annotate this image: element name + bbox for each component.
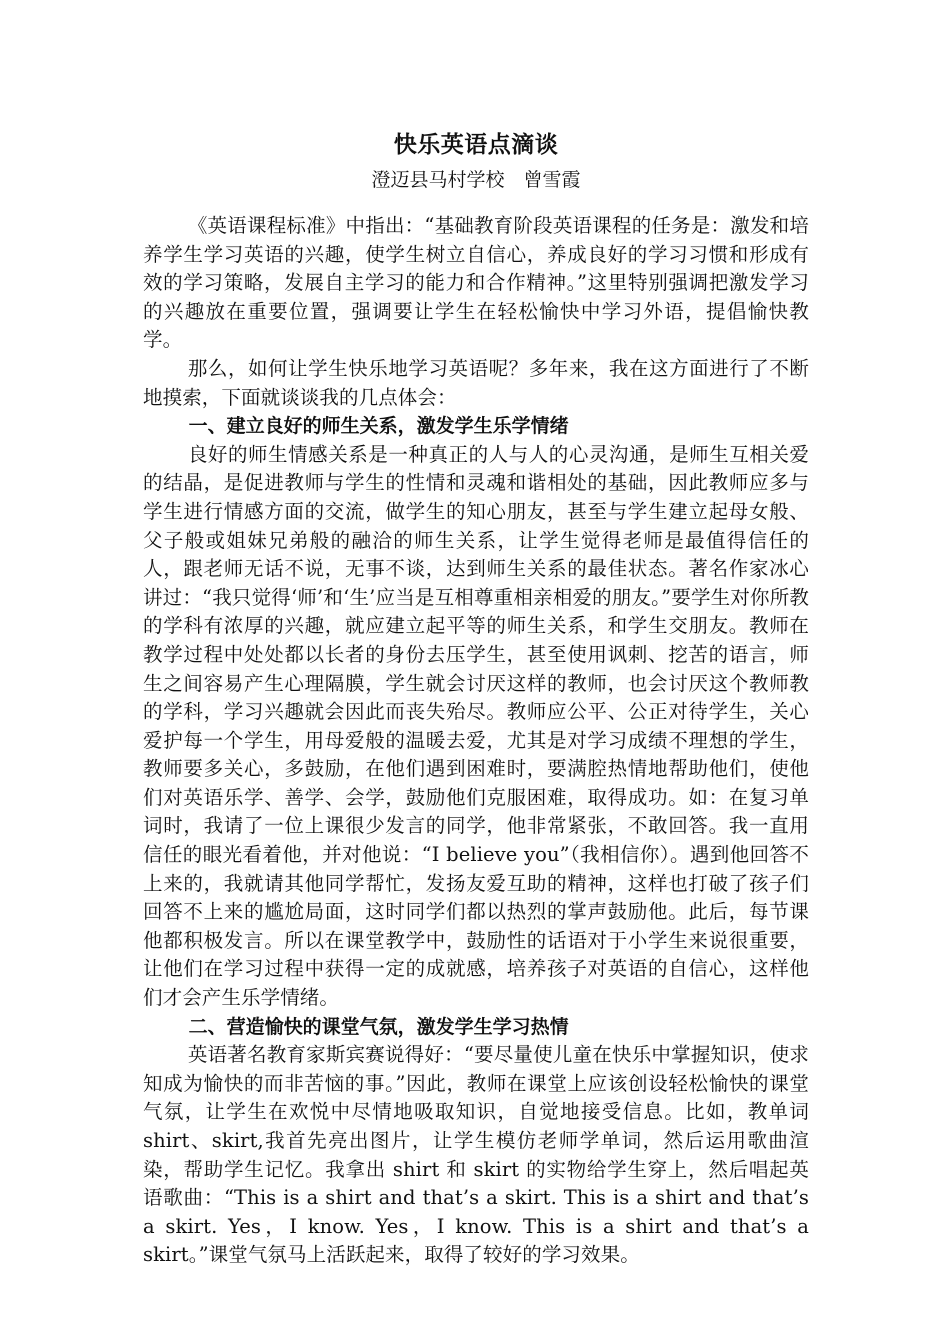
author-byline: 澄迈县马村学校 曾雪霞 — [371, 169, 581, 191]
paragraph-section-1: 良好的师生情感关系是一种真正的人与人的心灵沟通，是师生互相关爱的结晶，是促进教师与学生的性情和灵魂和谐相处的基础，因此教师应多与学生进行情感方面的交流，做学生的知心朋友，甚至与学生建立起母女般、父子般或姐妹兄弟般的融洽的师生关系，让学生觉得老师是最值得信任的人，跟老师无话不说，无事不谈，达到师生关系的最佳状态。著名作家冰心讲过：“我只觉得‘师’和‘生’应当是互相尊重相亲相爱的朋友。”要学生对你所教的学科有浓厚的兴趣，就应建立起平等的师生关系，和学生交朋友。教师在教学过程中处处都以长者的身份去压学生，甚至使用讽刺、挖苦的语言，师生之间容易产生心理隔膜，学生就会讨厌这样的教师，也会讨厌这个教师教的学科，学习兴趣就会因此而丧失殆尽。教师应公平、公正对待学生，关心爱护每一个学生，用母爱般的温暖去爱，尤其是对学习成绩不理想的学生，教师要多关心，多鼓励，在他们遇到困难时，要满腔热情地帮助他们，使他们对英语乐学、善学、会学，鼓励他们克服困难，取得成功。如：在复习单词时，我请了一位上课很少发言的同学，他非常紧张，不敢回答。我一直用信任的眼光看着他，并对他说：“I believe you”（我相信你）。遇到他回答不上来的，我就请其他同学帮忙，发扬友爱互助的精神，这样也打破了孩子们回答不上来的尴尬局面，这时同学们都以热烈的掌声鼓励他。此后，每节课他都积极发言。所以在课堂教学中，鼓励性的话语对于小学生来说很重要，让他们在学习过程中获得一定的成就感，培养孩子对英语的自信心，这样他们才会产生乐学情绪。 — [143, 442, 809, 1010]
document-page — [143, 128, 809, 1270]
paragraph-question: 那么，如何让学生快乐地学习英语呢？多年来，我在这方面进行了不断地摸索，下面就谈谈我的几点体会： — [143, 356, 809, 409]
section-heading-1: 一、建立良好的师生关系，激发学生乐学情绪 — [188, 415, 569, 438]
paragraph-section-2: 英语著名教育家斯宾赛说得好：“要尽量使儿童在快乐中掌握知识，使求知成为愉快的而非苦恼的事。”因此，教师在课堂上应该创设轻松愉快的课堂气氛，让学生在欢悦中尽情地吸取知识，自觉地接受信息。比如，教单词 shirt、skirt,我首先亮出图片，让学生模仿老师学单词，然后运用歌曲渲染，帮助学生记忆。我拿出 shirt 和 skirt 的实物给学生穿上，然后唱起英语歌曲：“This is a shirt and that’s a skirt. This is a shirt and that’s a skirt. Yes，I know. Yes，I know. This is a shirt and that’s a skirt。”课堂气氛马上活跃起来，取得了较好的学习效果。 — [143, 1043, 809, 1267]
paragraph-intro: 《英语课程标准》中指出：“基础教育阶段英语课程的任务是：激发和培养学生学习英语的兴趣，使学生树立自信心，养成良好的学习习惯和形成有效的学习策略，发展自主学习的能力和合作精神。”这里特别强调把激发学习的兴趣放在重要位置，强调要让学生在轻松愉快中学习外语，提倡愉快教学。 — [143, 214, 809, 352]
document-title: 快乐英语点滴谈 — [393, 132, 559, 158]
section-heading-2: 二、营造愉快的课堂气氛，激发学生学习热情 — [188, 1015, 569, 1038]
document-body — [143, 212, 809, 1270]
